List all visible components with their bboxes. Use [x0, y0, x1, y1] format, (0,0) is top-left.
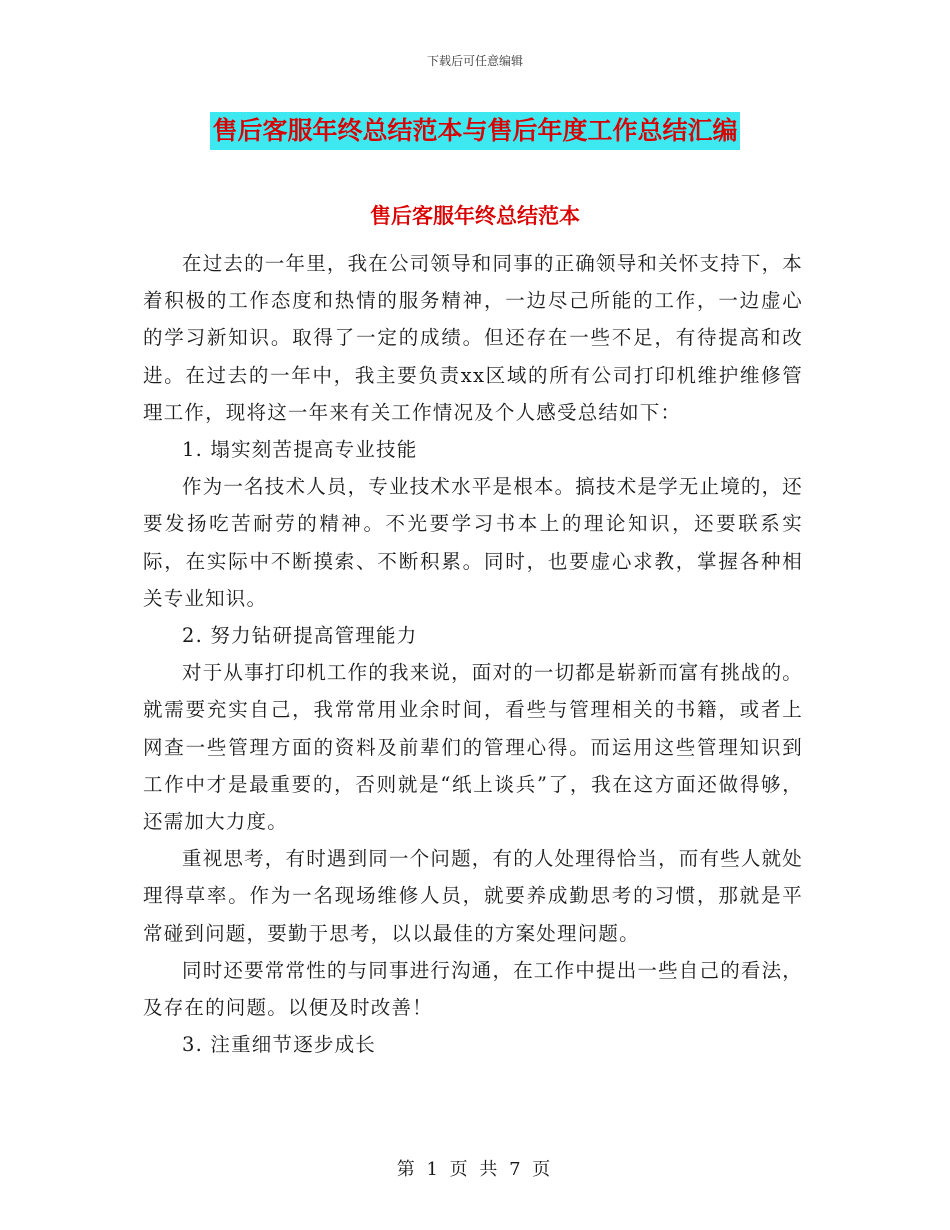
- paragraph: 同时还要常常性的与同事进行沟通，在工作中提出一些自己的看法，及存在的问题。以便及时改善！: [143, 958, 804, 1020]
- paragraph: 重视思考，有时遇到同一个问题，有的人处理得恰当，而有些人就处理得草率。作为一名现场维修人员，就要养成勤思考的习惯，那就是平常碰到问题，要勤于思考，以以最佳的方案处理问题。: [143, 847, 804, 945]
- section-title: 售后客服年终总结范本: [370, 203, 580, 228]
- document-body: [143, 245, 803, 1063]
- heading-item: 3. 注重细节逐步成长: [182, 1033, 377, 1057]
- page-footer: 第 1 页 共 7 页: [396, 1159, 554, 1180]
- heading-item: 2. 努力钻研提高管理能力: [182, 624, 418, 648]
- document-title: [0, 112, 950, 150]
- heading-item: 1. 塌实刻苦提高专业技能: [182, 438, 418, 462]
- page-header: 下载后可任意编辑: [426, 54, 523, 68]
- paragraph: 作为一名技术人员，专业技术水平是根本。搞技术是学无止境的，还要发扬吃苦耐劳的精神。不光要学习书本上的理论知识，还要联系实际，在实际中不断摸索、不断积累。同时，也要虚心求教，掌握各种相关专业知识。: [143, 475, 804, 610]
- document-title-text: 售后客服年终总结范本与售后年度工作总结汇编: [210, 112, 739, 150]
- paragraph: 在过去的一年里，我在公司领导和同事的正确领导和关怀支持下，本着积极的工作态度和热情的服务精神，一边尽己所能的工作，一边虚心的学习新知识。取得了一定的成绩。但还存在一些不足，有待提高和改进。在过去的一年中，我主要负责xx区域的所有公司打印机维护维修管理工作，现将这一年来有关工作情况及个人感受总结如下：: [143, 252, 804, 424]
- paragraph: 对于从事打印机工作的我来说，面对的一切都是崭新而富有挑战的。就需要充实自己，我常常用业余时间，看些与管理相关的书籍，或者上网查一些管理方面的资料及前辈们的管理心得。而运用这些管理知识到工作中才是最重要的，否则就是“纸上谈兵”了，我在这方面还做得够，还需加大力度。: [143, 661, 804, 834]
